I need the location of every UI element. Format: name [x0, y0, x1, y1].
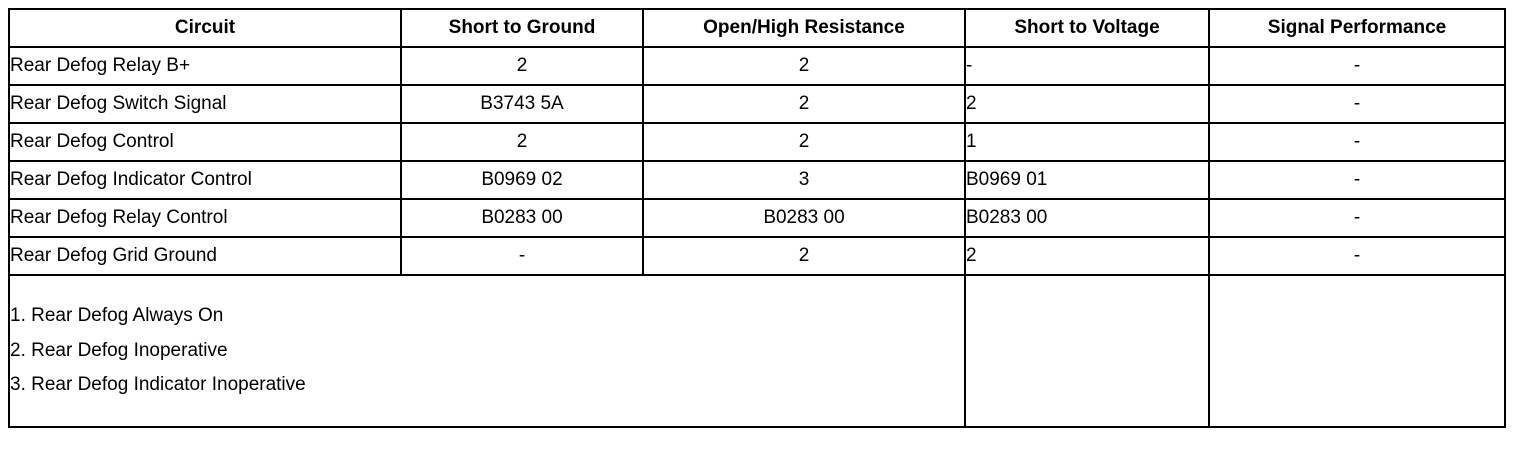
cell-signal-performance: -	[1209, 85, 1505, 123]
column-header-short-to-ground: Short to Ground	[401, 9, 643, 47]
cell-open-high-resistance: 2	[643, 237, 965, 275]
cell-circuit: Rear Defog Switch Signal	[9, 85, 401, 123]
table-row	[9, 85, 1505, 123]
notes-row	[9, 275, 1505, 427]
note-line: 1. Rear Defog Always On	[10, 304, 224, 326]
note-line: 3. Rear Defog Indicator Inoperative	[10, 374, 306, 396]
table-header	[9, 9, 1505, 47]
cell-open-high-resistance: 2	[643, 123, 965, 161]
cell-short-to-ground: B3743 5A	[401, 85, 643, 123]
symptom-notes	[9, 275, 965, 427]
column-header-signal-performance: Signal Performance	[1209, 9, 1505, 47]
cell-short-to-ground: B0283 00	[401, 199, 643, 237]
column-header-short-to-voltage: Short to Voltage	[965, 9, 1209, 47]
cell-short-to-voltage: B0969 01	[965, 161, 1209, 199]
cell-open-high-resistance: 2	[643, 47, 965, 85]
circuit-symptoms-table	[8, 8, 1506, 428]
cell-short-to-ground: 2	[401, 123, 643, 161]
cell-open-high-resistance: 3	[643, 161, 965, 199]
table-row	[9, 123, 1505, 161]
cell-signal-performance: -	[1209, 47, 1505, 85]
cell-circuit: Rear Defog Indicator Control	[9, 161, 401, 199]
cell-circuit: Rear Defog Control	[9, 123, 401, 161]
table-row	[9, 161, 1505, 199]
cell-short-to-voltage: 2	[965, 85, 1209, 123]
cell-short-to-ground: B0969 02	[401, 161, 643, 199]
cell-open-high-resistance: 2	[643, 85, 965, 123]
table-body	[9, 47, 1505, 427]
column-header-open-high-resistance: Open/High Resistance	[643, 9, 965, 47]
document-page	[0, 8, 1520, 470]
cell-short-to-voltage: -	[965, 47, 1209, 85]
cell-short-to-voltage: B0283 00	[965, 199, 1209, 237]
notes-blank-cell-signal-performance	[1209, 275, 1505, 427]
cell-circuit: Rear Defog Relay Control	[9, 199, 401, 237]
cell-short-to-voltage: 1	[965, 123, 1209, 161]
column-header-circuit: Circuit	[9, 9, 401, 47]
table-header-row	[9, 9, 1505, 47]
cell-short-to-ground: 2	[401, 47, 643, 85]
cell-signal-performance: -	[1209, 237, 1505, 275]
notes-blank-cell-short-to-voltage	[965, 275, 1209, 427]
cell-short-to-ground: -	[401, 237, 643, 275]
cell-signal-performance: -	[1209, 161, 1505, 199]
cell-short-to-voltage: 2	[965, 237, 1209, 275]
cell-open-high-resistance: B0283 00	[643, 199, 965, 237]
cell-circuit: Rear Defog Grid Ground	[9, 237, 401, 275]
table-row	[9, 199, 1505, 237]
note-line: 2. Rear Defog Inoperative	[10, 339, 228, 361]
table-row	[9, 237, 1505, 275]
cell-circuit: Rear Defog Relay B+	[9, 47, 401, 85]
table-row	[9, 47, 1505, 85]
cell-signal-performance: -	[1209, 123, 1505, 161]
cell-signal-performance: -	[1209, 199, 1505, 237]
